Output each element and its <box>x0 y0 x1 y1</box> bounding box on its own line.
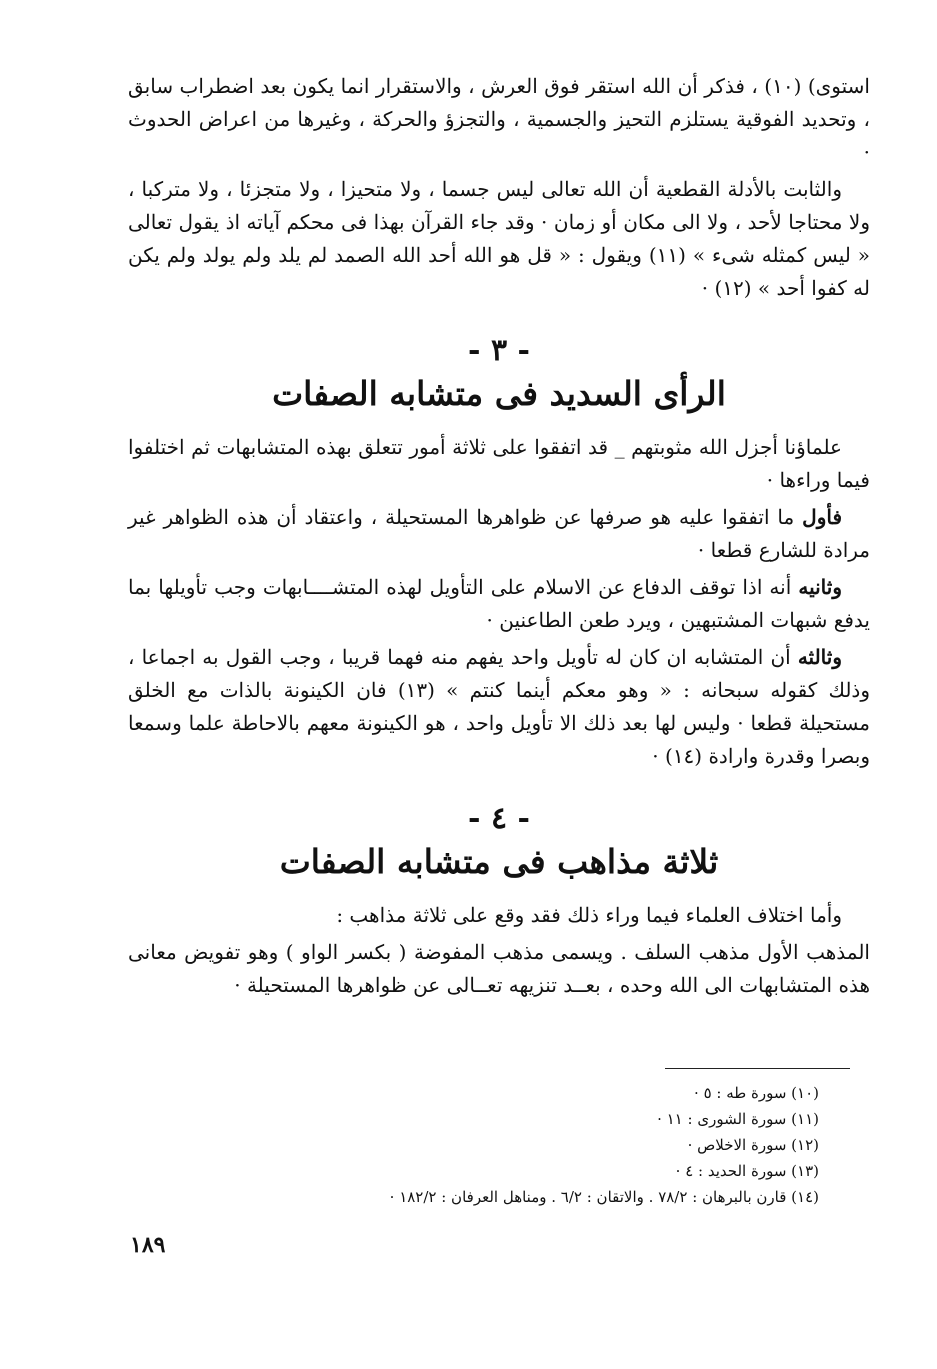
footnote-13: (١٣) سورة الحديد : ٤ · <box>675 1162 819 1180</box>
section-4-paragraph-1: وأما اختلاف العلماء فيما وراء ذلك فقد وقع على ثلاثة مذاهب : <box>336 903 842 927</box>
footnote-12: (١٢) سورة الاخلاص · <box>687 1136 819 1154</box>
intro-paragraph-2: والثابت بالأدلة القطعية أن الله تعالى ليس جسما ، ولا متحيزا ، ولا متجزئا ، ولا متركبا ، ولا محتاجا لأحد ، ولا الى مكان أو زمان · وقد جاء القرآن بهذا فى محكم آياته اذ يقول تعالى « ليس كمثله شىء » (١١) ويقول : « قل هو الله أحد الله الصمد لم يلد ولم يولد ولم يكن له كفوا أحد » (١٢) · <box>128 177 871 300</box>
intro-paragraph-1: استوى) (١٠) ، فذكر أن الله استقر فوق العرش ، والاستقرار انما يكون بعد اضطراب سابق ، وتحديد الفوقية يستلزم التحيز والجسمية ، والتجزؤ والحركة ، وغيرها من اعراض الحدوث · <box>128 74 870 164</box>
point-1-lead: فأول <box>802 505 842 529</box>
footnote-14: (١٤) قارن بالبرهان : ٧٨/٢ . والاتقان : ٦/٢ . ومناهل العرفان : ١٨٢/٢ · <box>389 1188 819 1206</box>
point-1-text: ما اتفقوا عليه هو صرفها عن ظواهرها المستحيلة ، واعتقاد أن هذه الظواهر غير مرادة للشارع قطعا · <box>128 505 870 562</box>
section-3-intro: علماؤنا أجزل الله مثوبتهم _ قد اتفقوا على ثلاثة أمور تتعلق بهذه المتشابهات ثم اختلفوا فيما وراءها · <box>128 435 870 492</box>
point-2-lead: وثانيه <box>798 575 842 599</box>
footnotes <box>219 1080 819 1210</box>
section-3-point-2 <box>128 571 870 637</box>
section-4-number: - ٤ - <box>468 801 530 836</box>
point-3-lead: وثالثه <box>797 645 842 669</box>
footnote-11: (١١) سورة الشورى : ١١ · <box>657 1110 819 1128</box>
section-4-title: ثلاثة مذاهب فى متشابه الصفات <box>279 842 719 881</box>
section-3-title: الرأى السديد فى متشابه الصفات <box>272 374 726 413</box>
footnote-10: (١٠) سورة طه : ٥ · <box>694 1084 819 1102</box>
section-3-number: - ٣ - <box>468 333 530 368</box>
point-3-text: أن المتشابه ان كان له تأويل واحد يفهم منه فهما قريبا ، وجب القول به اجماعا ، وذلك كقوله سبحانه : « وهو معكم أينما كنتم » (١٣) فان الكينونة بالذات مع الخلق مستحيلة قطعا · وليس لها بعد ذلك الا تأويل واحد ، هو الكينونة معهم بالاحاطة علما وسمعا وبصرا وقدرة وارادة (١٤) · <box>128 645 870 768</box>
point-2-text: أنه اذا توقف الدفاع عن الاسلام على التأويل لهذه المتشــــابهات وجب تأويلها بما يدفع شبهات المشتبهين ، ويرد طعن الطاعنين · <box>128 575 870 632</box>
section-3-point-1 <box>128 501 870 567</box>
footnote-separator <box>665 1068 850 1069</box>
page-number: ١٨٩ <box>130 1232 166 1258</box>
section-4-paragraph-2: المذهب الأول مذهب السلف . ويسمى مذهب المفوضة ( بكسر الواو ) وهو تفويض معانى هذه المتشابهات الى الله وحده ، بعــد تنزيهه تعــالى عن ظواهرها المستحيلة · <box>128 940 870 997</box>
section-3-point-3 <box>128 641 870 773</box>
page-body <box>128 70 870 1006</box>
